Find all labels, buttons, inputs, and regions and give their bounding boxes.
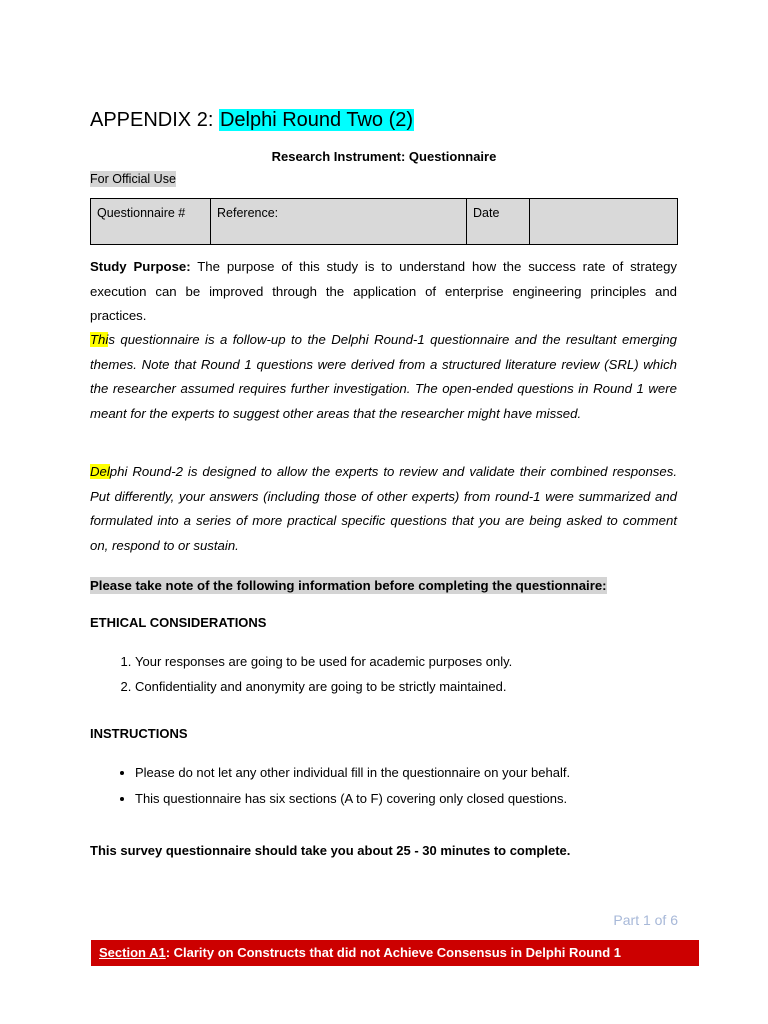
section-a1-text: : Clarity on Constructs that did not Achieve Consensus in Delphi Round 1 [165,945,621,960]
part-indicator: Part 1 of 6 [613,912,678,928]
date-value-cell [530,199,678,245]
study-purpose-paragraph [90,255,677,329]
questionnaire-number-cell [91,199,211,245]
appendix-title-separator: : [207,109,219,131]
study-purpose-label: Study Purpose: [90,259,191,274]
list-item: 2. Confidentiality and anonymity are going to be strictly maintained. [135,674,695,699]
round2-paragraph [90,460,677,558]
survey-time-note: This survey questionnaire should take you about 25 - 30 minutes to complete. [90,843,571,858]
appendix-title [90,106,414,134]
followup-paragraph [90,328,677,426]
date-label-cell [467,199,530,245]
followup-text: s questionnaire is a follow-up to the Delphi Round-1 questionnaire and the resultant emerging themes. Note that Round 1 questions were derived from a structured literature review (SRL) which the researcher assumed requires further investigation. The open-ended questions in Round 1 were meant for the experts to suggest other areas that the researcher might have missed. [90,332,677,421]
section-a1-label: Section A1 [99,945,166,960]
list-item: • This questionnaire has six sections (A to F) covering only closed questions. [135,786,655,812]
questionnaire-number-label: Questionnaire # [97,206,186,220]
section-a1-banner [91,940,699,966]
document-subtitle: Research Instrument: Questionnaire [271,149,497,164]
instructions-heading: INSTRUCTIONS [90,726,188,741]
instructions-list [90,760,655,812]
appendix-title-prefix: APPENDIX 2 [90,109,208,131]
official-use-table [90,198,678,245]
followup-highlight: Thi [90,332,109,347]
notice-banner: Please take note of the following information before completing the questionnaire: [90,578,607,593]
ethical-heading: ETHICAL CONSIDERATIONS [90,615,267,630]
round2-highlight: Del [90,464,110,479]
list-item: 1. Your responses are going to be used for academic purposes only. [135,649,695,674]
official-use-label: For Official Use [90,172,176,186]
date-label: Date [473,206,500,220]
ethical-list [90,649,695,699]
study-purpose-text: The purpose of this study is to understand how the success rate of strategy execution can be improved through the application of enterprise engineering principles and practices. [90,259,678,323]
reference-cell [211,199,467,245]
round2-text: phi Round-2 is designed to allow the experts to review and validate their combined responses. Put differently, your answers (including those of other experts) from round-1 were summarized and formulated into a series of more practical specific questions that you are being asked to comment on, respond to or sustain. [90,464,677,553]
reference-label: Reference: [217,206,279,220]
appendix-title-highlight: Delphi Round Two (2) [219,109,414,131]
list-item: • Please do not let any other individual fill in the questionnaire on your behalf. [135,760,655,786]
